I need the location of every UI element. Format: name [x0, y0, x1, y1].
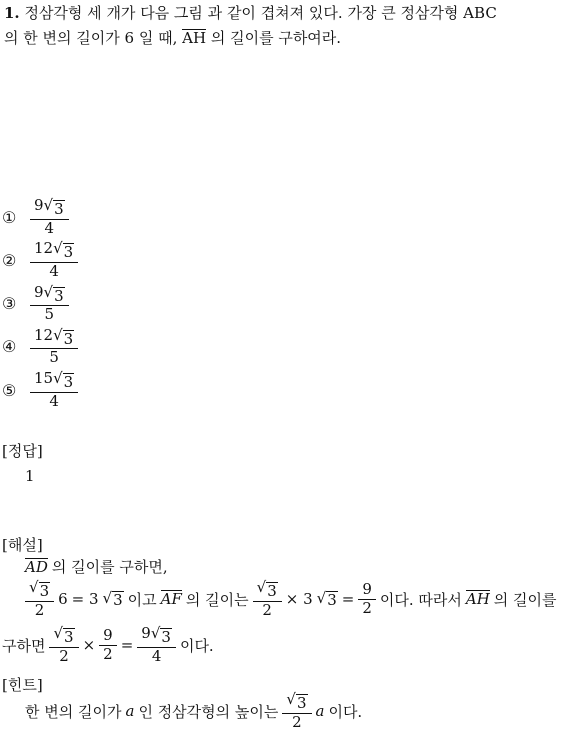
- hint-text: 인 정삼각형의 높이는: [138, 702, 279, 721]
- choice-list: [2, 198, 78, 409]
- solution-line-1: [25, 556, 168, 577]
- choice-item[interactable]: [2, 282, 78, 323]
- question-text-2b: 의 길이를 구하여라.: [210, 29, 342, 47]
- solution-times: ×: [82, 636, 96, 655]
- question-number: 1.: [4, 4, 20, 22]
- choice-mark: ⑤: [2, 380, 17, 400]
- hint-var: a: [315, 702, 325, 721]
- segment-ah: AH: [182, 29, 207, 47]
- hint-text: 한 변의 길이가: [25, 702, 122, 721]
- choice-item[interactable]: [2, 198, 78, 236]
- fraction-sqrt3-over-2: √ 3 2: [27, 580, 52, 618]
- choice-fraction: 9 √ 3 5: [32, 285, 67, 323]
- solution-text: 이고: [127, 590, 157, 609]
- solution-text: 의 길이를 구하면,: [51, 558, 168, 576]
- solution-line-3: [2, 626, 214, 664]
- choice-fraction: 9 √ 3 4: [32, 198, 67, 236]
- fraction-9sqrt3-over-4: 9 √ 3 4: [139, 626, 174, 664]
- solution-eq: =: [341, 590, 355, 609]
- choice-mark: ①: [2, 207, 17, 227]
- fraction-sqrt3-over-2: √ 3 2: [51, 626, 76, 664]
- segment-ah: AH: [465, 590, 490, 609]
- choice-fraction: 15 √ 3 4: [32, 371, 76, 409]
- solution-label: [해설]: [2, 536, 43, 554]
- hint-text: 이다.: [328, 702, 363, 721]
- solution-text: 구하면: [2, 636, 46, 655]
- fraction-sqrt3-over-2: √ 3 2: [284, 692, 309, 730]
- solution-text: 의 길이는: [185, 590, 249, 609]
- choice-mark: ③: [2, 294, 17, 314]
- choice-item[interactable]: [2, 325, 78, 367]
- question-line-1: [4, 2, 497, 23]
- question-line-2: [4, 27, 341, 48]
- solution-times: × 3: [285, 590, 313, 609]
- choice-item[interactable]: [2, 241, 78, 279]
- solution-line-2: √ 3 2 6 = 3 √ 3 이고 AF 의 길이는 √ 3 2 × 3 √ 3 = $\frac{9}{2}$ 이다. 따라서 AH 의 길이를: [25, 580, 557, 618]
- answer-label: [정답]: [2, 442, 43, 460]
- choice-mark: ②: [2, 250, 17, 270]
- segment-af: AF: [160, 590, 182, 609]
- question-text-2a: 의 한 변의 길이가 6 일 때,: [4, 29, 178, 47]
- segment-ad: AD: [25, 557, 48, 576]
- solution-six: 6: [58, 590, 68, 609]
- hint-label: [힌트]: [2, 676, 43, 694]
- solution-text: 의 길이를: [493, 590, 557, 609]
- question-text-1: 정삼각형 세 개가 다음 그림 과 같이 겹쳐져 있다. 가장 큰 정삼각형 ABC: [24, 4, 497, 22]
- solution-eq: =: [120, 636, 134, 655]
- choice-fraction: 12 √ 3 4: [32, 241, 76, 279]
- choice-mark: ④: [2, 337, 17, 357]
- fraction-sqrt3-over-2: √ 3 2: [255, 580, 280, 618]
- choice-fraction: 12 √ 3 5: [32, 328, 76, 366]
- fraction-9-over-2: $\frac{9}{2}$: [360, 582, 374, 617]
- fraction-9-over-2: $\frac{9}{2}$: [101, 628, 115, 663]
- choice-item[interactable]: [2, 371, 78, 409]
- solution-text: 이다.: [179, 636, 214, 655]
- answer-value: 1: [25, 467, 35, 485]
- solution-text: 이다. 따라서: [379, 590, 462, 609]
- hint-line: [25, 692, 362, 730]
- hint-var: a: [125, 702, 135, 721]
- solution-eq: = 3: [71, 590, 99, 609]
